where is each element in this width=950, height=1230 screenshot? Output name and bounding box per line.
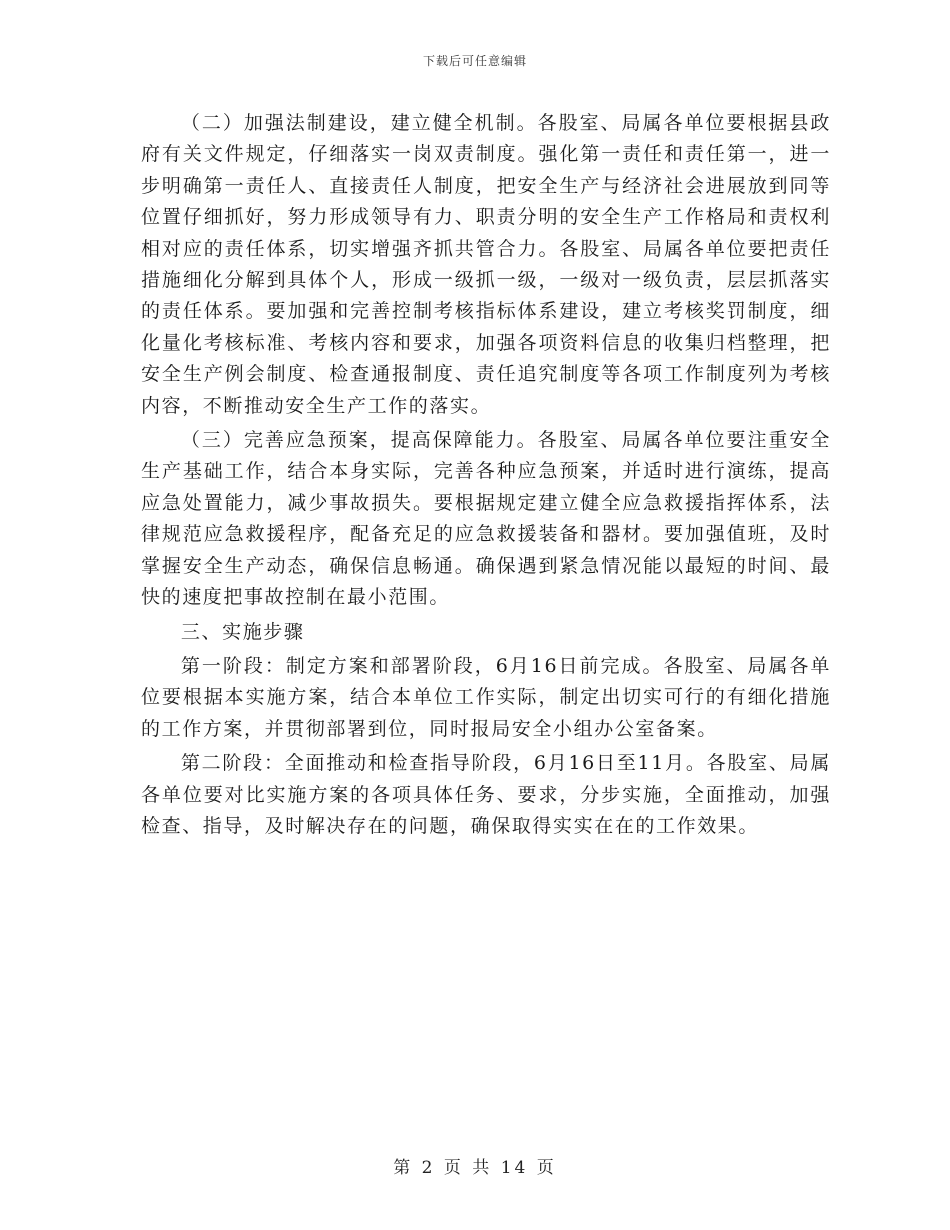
page-footer-page-number: 第 2 页 共 14 页 xyxy=(393,1158,557,1178)
paragraph-stage-two: 第二阶段：全面推动和检查指导阶段，6月16日至11月。各股室、局属各单位要对比实施方案的各项具体任务、要求，分步实施，全面推动，加强检查、指导，及时解决存在的问题，确保取得实实在在的工作效果。 xyxy=(141,752,831,837)
paragraph-legal-system: （二）加强法制建设，建立健全机制。各股室、局属各单位要根据县政府有关文件规定，仔细落实一岗双责制度。强化第一责任和责任第一，进一步明确第一责任人、直接责任人制度，把安全生产与经济社会进展放到同等位置仔细抓好，努力形成领导有力、职责分明的安全生产工作格局和责权利相对应的责任体系，切实增强齐抓共管合力。各股室、局属各单位要把责任措施细化分解到具体个人，形成一级抓一级，一级对一级负责，层层抓落实的责任体系。要加强和完善控制考核指标体系建设，建立考核奖罚制度，细化量化考核标准、考核内容和要求，加强各项资料信息的收集归档整理，把安全生产例会制度、检查通报制度、责任追究制度等各项工作制度列为考核内容，不断推动安全生产工作的落实。 xyxy=(141,112,831,417)
paragraph-stage-one: 第一阶段：制定方案和部署阶段，6月16日前完成。各股室、局属各单位要根据本实施方案，结合本单位工作实际，制定出切实可行的有细化措施的工作方案，并贯彻部署到位，同时报局安全小组办公室备案。 xyxy=(141,654,831,740)
section-heading-implementation-steps: 三、实施步骤 xyxy=(180,620,305,643)
page-header: 下载后可任意编辑 xyxy=(422,54,527,68)
paragraph-emergency-plan: （三）完善应急预案，提高保障能力。各股室、局属各单位要注重安全生产基础工作，结合本身实际，完善各种应急预案，并适时进行演练，提高应急处置能力，减少事故损失。要根据规定建立健全应急救援指挥体系，法律规范应急救援程序，配备充足的应急救援装备和器材。要加强值班，及时掌握安全生产动态，确保信息畅通。确保遇到紧急情况能以最短的时间、最快的速度把事故控制在最小范围。 xyxy=(141,429,831,609)
document-body xyxy=(141,108,831,845)
